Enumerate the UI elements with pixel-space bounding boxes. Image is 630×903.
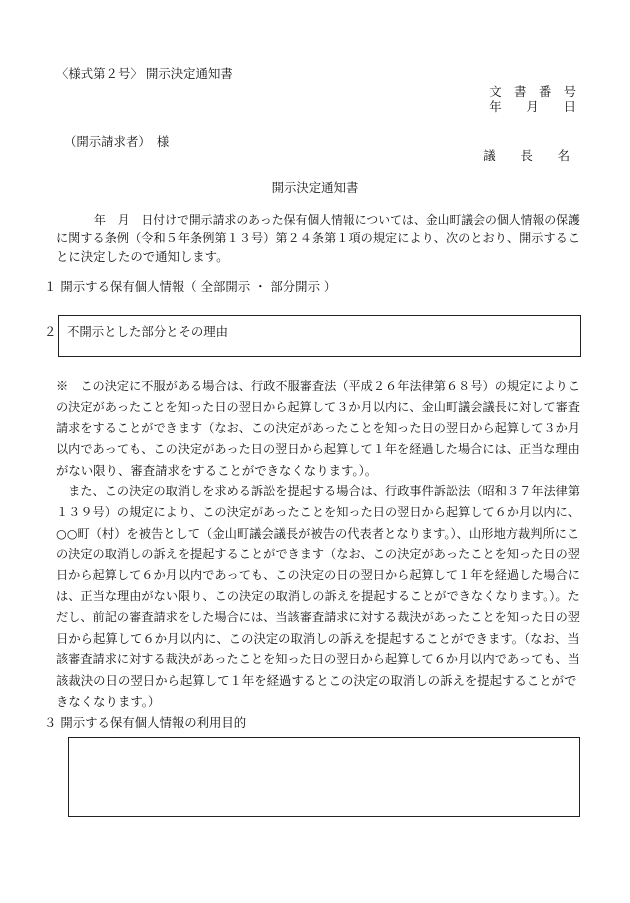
intro-line: とに決定したので通知します。: [56, 249, 229, 264]
sender-chairman: 議 長 名: [483, 148, 570, 163]
notice-line: きなくなります。）: [56, 694, 161, 709]
item2-label: 不開示とした部分とその理由: [67, 324, 229, 339]
intro-line: に関する条例（令和５年条例第１３号）第２４条第１項の規定により、次のとおり、開示するこ: [56, 231, 581, 245]
form-heading: 開示決定通知書: [146, 66, 233, 81]
notice-line: だし、前記の審査請求をした場合には、当該審査請求に対する裁決があったことを知った日の翌: [56, 610, 580, 624]
item1-disclosed-info: １ 開示する保有個人情報（ 全部開示 ・ 部分開示 ）: [44, 279, 337, 294]
notice-line: また、この決定の取消しを求める訴訟を提起する場合は、行政事件訴訟法（昭和３７年法律第: [56, 484, 581, 498]
intro-line: 年 月 日付けで開示請求のあった保有個人情報については、金山町議会の個人情報の保護: [94, 213, 580, 227]
addressee: （開示請求者） 様: [64, 134, 170, 149]
notice-line: 該審査請求に対する裁決があったことを知った日の翌日から起算して６か月以内であっても、当: [56, 652, 580, 666]
document-date: 年 月 日: [489, 99, 576, 114]
notice-line: は、正当な理由がない限り、この決定の取消しの訴えを提起することができなくなります。）。た: [56, 589, 580, 603]
notice-line: ○○町（村）を被告として（金山町議会議長が被告の代表者となります。）、山形地方裁判所にこ: [56, 527, 580, 541]
notice-line: 日から起算して６か月以内であっても、この決定の日の翌日から起算して１年を経過した場合に: [56, 568, 580, 582]
notice-line: １３９号）の規定により、この決定があったことを知った日の翌日から起算して６か月以内に、: [56, 505, 580, 519]
item2-box: [58, 315, 581, 357]
page-title: 開示決定通知書: [271, 180, 359, 195]
document-number: 文 書 番 号: [489, 84, 576, 99]
item2-number: ２: [44, 324, 57, 339]
notice-line: の決定があったことを知った日の翌日から起算して３か月以内に、金山町議会議長に対して審査: [56, 400, 580, 414]
notice-line: 以内であっても、この決定があった日の翌日から起算して１年を経過した場合には、正当な理由: [56, 442, 580, 456]
notice-line: がない限り、審査請求をすることができなくなります。）。: [56, 463, 378, 478]
form-number: 〈様式第２号〉: [56, 66, 143, 81]
notice-line: の決定の取消しの訴えを提起することができます（なお、この決定があったことを知った日の翌: [56, 547, 580, 561]
item3-box: [68, 737, 580, 817]
item3-usage-purpose: ３ 開示する保有個人情報の利用目的: [44, 715, 247, 730]
notice-line: 該裁決の日の翌日から起算して１年を経過するとこの決定の取消しの訴えを提起することがで: [56, 673, 577, 688]
notice-line: 請求をすることができます（なお、この決定があったことを知った日の翌日から起算して３か月: [56, 421, 580, 435]
notice-line: ※ この決定に不服がある場合は、行政不服審査法（平成２６年法律第６８号）の規定によりこ: [56, 379, 581, 393]
notice-line: 日から起算して６か月以内に、この決定の取消しの訴えを提起することができます。（なお、当: [56, 632, 580, 646]
